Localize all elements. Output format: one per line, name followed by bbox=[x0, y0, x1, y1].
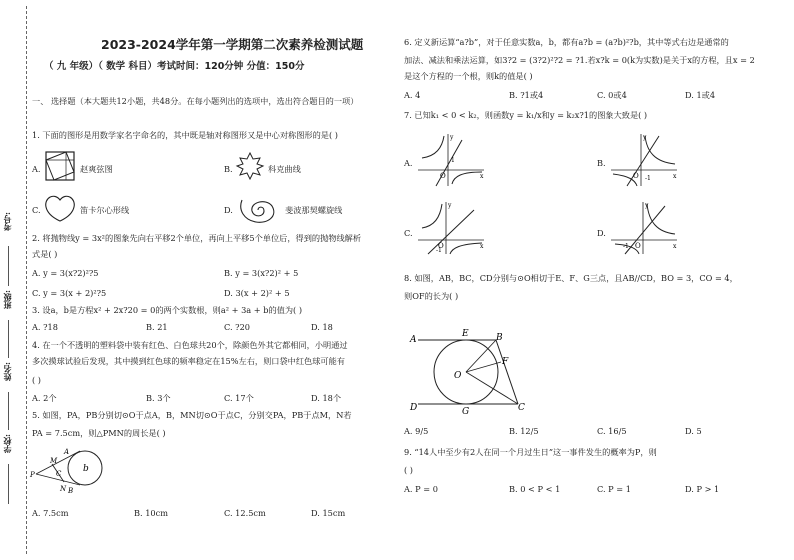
exam-info: （ 九 年级）（ 数学 科目）考试时间：120分钟 分值：150分 bbox=[44, 61, 305, 72]
q6-option-a[interactable]: A. 4 bbox=[404, 90, 421, 100]
question-2: 2. 将抛物线y = 3x²的图象先向右平移2个单位，再向上平移5个单位后，得到的抛物线解析 bbox=[32, 233, 362, 243]
q5-option-c[interactable]: C. 12.5cm bbox=[224, 508, 266, 518]
tangent-circle-diagram bbox=[30, 446, 110, 496]
svg-text:A: A bbox=[64, 448, 70, 456]
svg-text:y: y bbox=[450, 134, 454, 141]
page-title: 2023-2024学年第一学期第二次素养检测试题 bbox=[101, 37, 364, 52]
svg-text:y: y bbox=[448, 202, 452, 209]
question-5: 5. 如图，PA，PB分别切⊙O于点A，B，MN切⊙O于点C，分别交PA，PB于点M，N若 bbox=[32, 410, 352, 420]
q4-option-a[interactable]: A. 2个 bbox=[32, 393, 57, 403]
q6-option-d[interactable]: D. 1或4 bbox=[685, 90, 716, 100]
svg-text:F: F bbox=[502, 357, 509, 367]
q9-option-c[interactable]: C. P = 1 bbox=[597, 484, 631, 494]
svg-text:-1: -1 bbox=[623, 243, 629, 250]
q9-option-a[interactable]: A. P = 0 bbox=[404, 484, 438, 494]
svg-text:E: E bbox=[462, 329, 469, 339]
q5-option-d[interactable]: D. 15cm bbox=[311, 508, 346, 518]
svg-text:D: D bbox=[410, 403, 418, 413]
svg-text:b: b bbox=[83, 464, 89, 474]
svg-text:O: O bbox=[635, 242, 641, 250]
svg-text:C: C bbox=[518, 403, 525, 413]
svg-text:C: C bbox=[56, 470, 62, 478]
svg-text:N: N bbox=[60, 485, 67, 493]
binding-line bbox=[26, 6, 27, 554]
q6-option-c[interactable]: C. 0或4 bbox=[597, 90, 627, 100]
question-4-cont: 多次摸球试验后发现，其中摸到红色球的频率稳定在15%左右，则口袋中红色球可能有 bbox=[32, 356, 345, 366]
q1-option-a[interactable]: 赵爽弦图 bbox=[80, 164, 113, 174]
question-9-bracket: ( ) bbox=[404, 465, 413, 475]
q4-option-b[interactable]: B. 3个 bbox=[146, 393, 171, 403]
koch-curve-icon bbox=[236, 152, 264, 180]
q7-option-a[interactable]: A. bbox=[404, 158, 413, 168]
q4-option-c[interactable]: C. 17个 bbox=[224, 393, 254, 403]
q1-option-c-letter[interactable]: C. bbox=[32, 205, 41, 215]
q1-option-b-letter[interactable]: B. bbox=[224, 164, 233, 174]
q4-option-d[interactable]: D. 18个 bbox=[311, 393, 342, 403]
exam-number-label: 考号: bbox=[2, 212, 12, 231]
question-7: 7. 已知k₁ < 0 < k₂，则函数y = k₁/x和y = k₂x?1的图象大致是( ) bbox=[404, 110, 648, 120]
question-8: 8. 如图，AB，BC，CD分别与⊙O相切于E、F、G三点，且AB//CD，BO = 3，CO = 4， bbox=[404, 273, 738, 283]
svg-text:-1: -1 bbox=[645, 175, 651, 182]
svg-text:O: O bbox=[440, 172, 446, 180]
q1-option-c[interactable]: 笛卡尔心形线 bbox=[80, 205, 130, 215]
question-8-cont: 则OF的长为( ) bbox=[404, 291, 459, 301]
question-1: 1. 下面的图形是用数学家名字命名的，其中既是轴对称图形又是中心对称图形的是( ) bbox=[32, 130, 338, 140]
question-6-cont: 加法、减法和乘法运算，如3?2 = (3?2)²?2 = ?1.若x?k = 0(k为实数)是关于x的方程，且x = 2 bbox=[404, 55, 755, 65]
tangent-trapezoid-diagram bbox=[408, 322, 536, 417]
q7-graph-b bbox=[609, 132, 679, 188]
q3-option-d[interactable]: D. 18 bbox=[311, 322, 333, 332]
question-5-cont: PA = 7.5cm，则△PMN的周长是( ) bbox=[32, 428, 166, 438]
svg-text:y: y bbox=[643, 134, 647, 141]
q5-option-a[interactable]: A. 7.5cm bbox=[32, 508, 69, 518]
q8-option-d[interactable]: D. 5 bbox=[685, 426, 702, 436]
exam-number-field[interactable] bbox=[8, 246, 9, 286]
question-6-cont2: 是这个方程的一个根，则k的值是( ) bbox=[404, 71, 533, 81]
q9-option-d[interactable]: D. P > 1 bbox=[685, 484, 720, 494]
svg-text:O: O bbox=[438, 242, 444, 250]
svg-text:x: x bbox=[673, 243, 677, 250]
svg-text:P: P bbox=[30, 471, 35, 479]
q1-option-d-letter[interactable]: D. bbox=[224, 205, 233, 215]
svg-text:x: x bbox=[480, 243, 484, 250]
svg-text:x: x bbox=[673, 173, 677, 180]
section-heading: 一、 选择题（本大题共12小题，共48分。在每小题列出的选项中，选出符合题目的一项） bbox=[32, 96, 359, 106]
question-3: 3. 设a，b是方程x² + 2x?20 = 0的两个实数根，则a² + 3a + b的值为( ) bbox=[32, 305, 303, 315]
q7-graph-c bbox=[416, 200, 486, 256]
cardioid-icon bbox=[44, 194, 76, 222]
svg-text:A: A bbox=[410, 335, 417, 345]
q1-option-d[interactable]: 斐波那契螺旋线 bbox=[285, 205, 343, 215]
q7-option-c[interactable]: C. bbox=[404, 228, 413, 238]
q9-option-b[interactable]: B. 0 < P < 1 bbox=[509, 484, 561, 494]
q8-option-c[interactable]: C. 16/5 bbox=[597, 426, 627, 436]
name-field[interactable] bbox=[8, 392, 9, 430]
svg-text:G: G bbox=[462, 407, 470, 417]
question-6: 6. 定义新运算“a?b”，对于任意实数a，b，都有a?b = (a?b)²?b，其中等式右边是通常的 bbox=[404, 37, 729, 47]
svg-text:-1: -1 bbox=[436, 247, 442, 254]
svg-text:B: B bbox=[68, 487, 74, 495]
question-4-bracket: ( ) bbox=[32, 375, 41, 385]
q1-option-b[interactable]: 科克曲线 bbox=[268, 164, 301, 174]
svg-text:x: x bbox=[480, 173, 484, 180]
class-field[interactable] bbox=[8, 320, 9, 358]
q3-option-a[interactable]: A. ?18 bbox=[32, 322, 58, 332]
school-field[interactable] bbox=[8, 464, 9, 504]
svg-text:1: 1 bbox=[451, 157, 455, 164]
question-9: 9. “14人中至少有2人在同一个月过生日”这一事件发生的概率为P，则 bbox=[404, 447, 657, 457]
question-4: 4. 在一个不透明的塑料袋中装有红色、白色球共20个，除颜色外其它都相同，小明通过 bbox=[32, 340, 348, 350]
school-label: 学校: bbox=[2, 434, 12, 453]
class-label: 班级: bbox=[2, 290, 12, 309]
q3-option-c[interactable]: C. ?20 bbox=[224, 322, 250, 332]
q8-option-b[interactable]: B. 12/5 bbox=[509, 426, 539, 436]
q7-graph-d bbox=[609, 200, 679, 256]
q7-option-b[interactable]: B. bbox=[597, 158, 606, 168]
fibonacci-spiral-icon bbox=[236, 192, 282, 224]
q7-graph-a bbox=[416, 132, 486, 188]
svg-text:y: y bbox=[645, 202, 649, 209]
q8-option-a[interactable]: A. 9/5 bbox=[404, 426, 429, 436]
svg-text:O: O bbox=[633, 172, 639, 180]
q2-option-c[interactable]: C. y = 3(x + 2)²?5 bbox=[32, 288, 107, 298]
q2-option-d[interactable]: D. 3(x + 2)² + 5 bbox=[224, 288, 290, 298]
q6-option-b[interactable]: B. ?1或4 bbox=[509, 90, 544, 100]
q7-option-d[interactable]: D. bbox=[597, 228, 606, 238]
q5-option-b[interactable]: B. 10cm bbox=[134, 508, 168, 518]
svg-text:M: M bbox=[50, 457, 58, 465]
zhaoshuang-figure-icon bbox=[44, 150, 76, 182]
q3-option-b[interactable]: B. 21 bbox=[146, 322, 168, 332]
q1-option-a-letter[interactable]: A. bbox=[32, 164, 41, 174]
svg-text:O: O bbox=[454, 371, 462, 381]
q2-option-a[interactable]: A. y = 3(x?2)²?5 bbox=[32, 268, 99, 278]
svg-text:B: B bbox=[496, 333, 503, 343]
question-2-cont: 式是( ) bbox=[32, 249, 58, 259]
q2-option-b[interactable]: B. y = 3(x?2)² + 5 bbox=[224, 268, 299, 278]
name-label: 姓名: bbox=[2, 362, 12, 381]
